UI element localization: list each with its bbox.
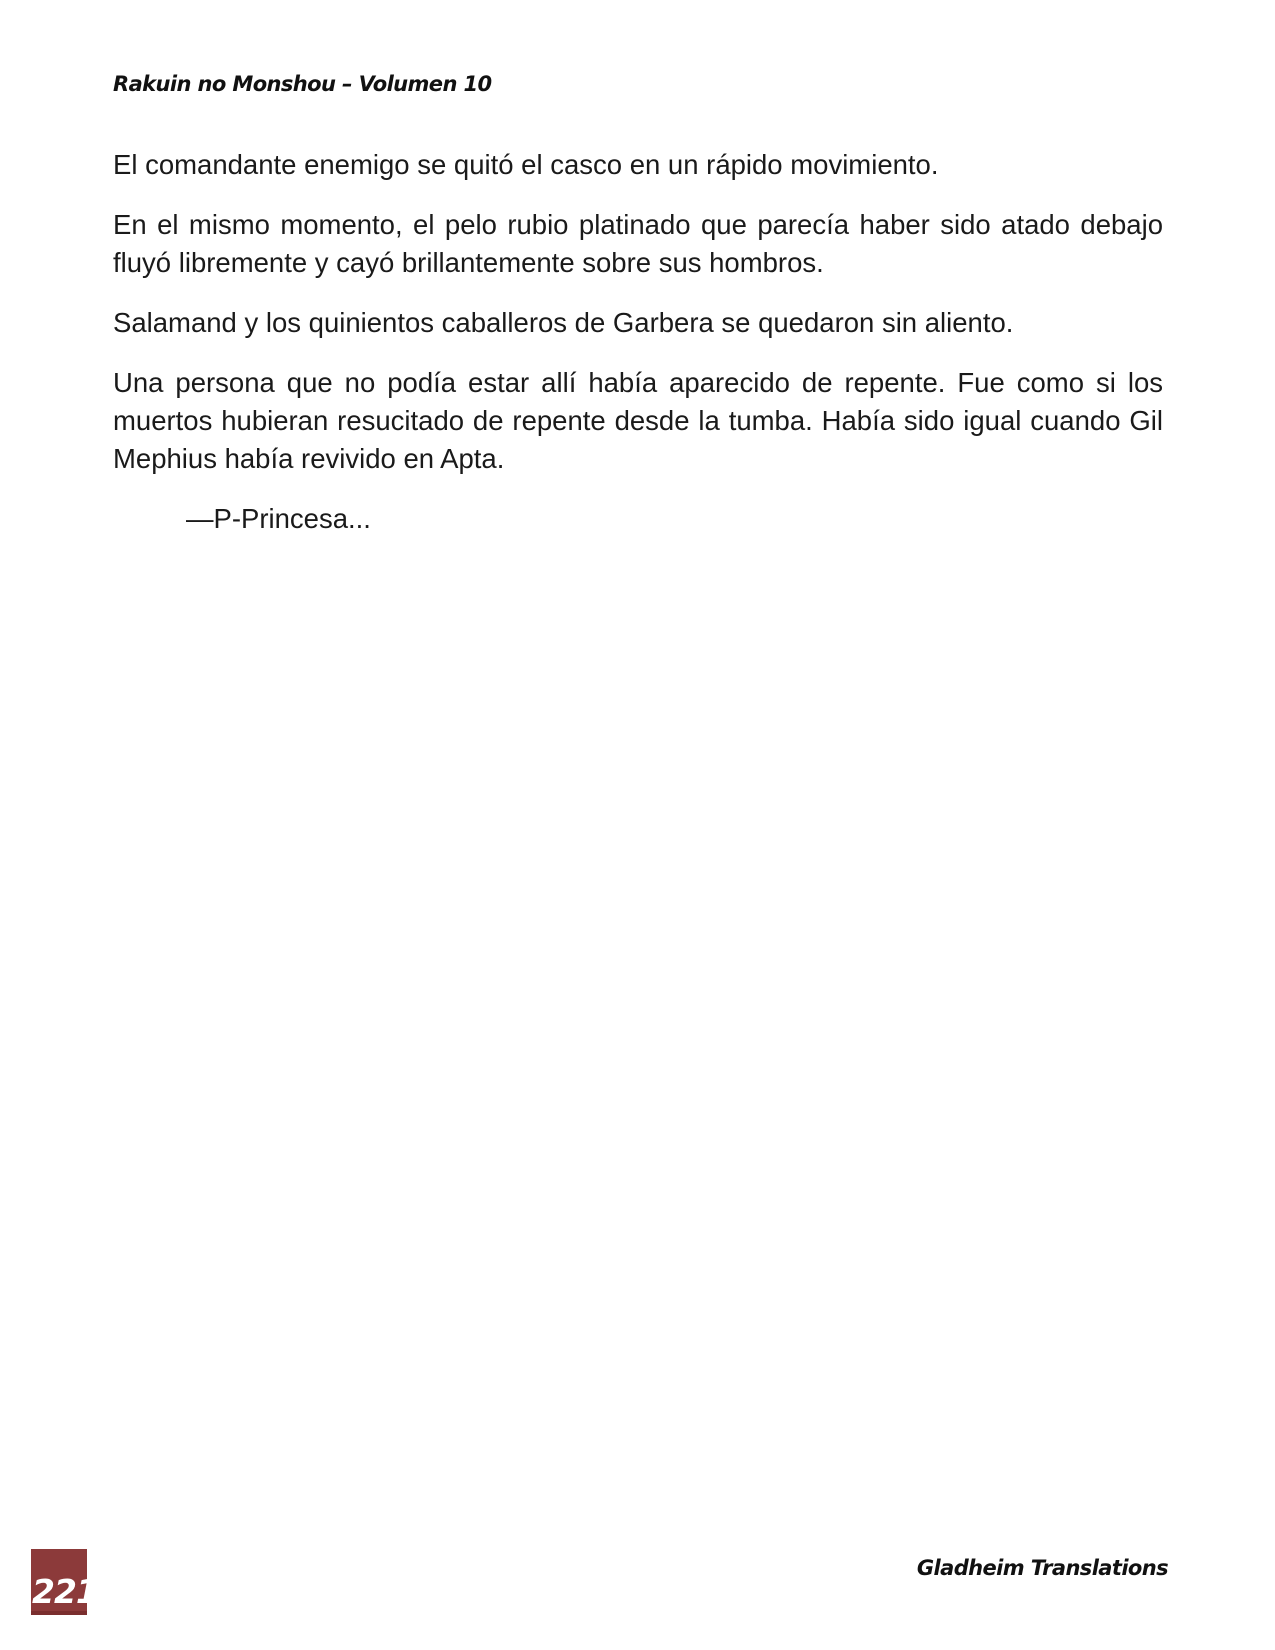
- page-number: 221: [32, 1572, 98, 1611]
- footer-credit: Gladheim Translations: [916, 1556, 1168, 1580]
- running-header-title: Rakuin no Monshou – Volumen 10: [113, 72, 492, 96]
- chapter-body: [113, 146, 1163, 560]
- paragraph: En el mismo momento, el pelo rubio platinado que parecía haber sido atado debajo fluyó libremente y cayó brillantemente sobre sus hombros.: [113, 209, 1163, 278]
- paragraph: El comandante enemigo se quitó el casco en un rápido movimiento.: [113, 149, 939, 180]
- paragraph: Una persona que no podía estar allí había aparecido de repente. Fue como si los muertos hubieran resucitado de repente desde la tumba. Había sido igual cuando Gil Mephius había revivido en Apta.: [113, 367, 1163, 474]
- dialogue-paragraph: —P-Princesa...: [186, 503, 371, 534]
- paragraph: Salamand y los quinientos caballeros de Garbera se quedaron sin aliento.: [113, 307, 1014, 338]
